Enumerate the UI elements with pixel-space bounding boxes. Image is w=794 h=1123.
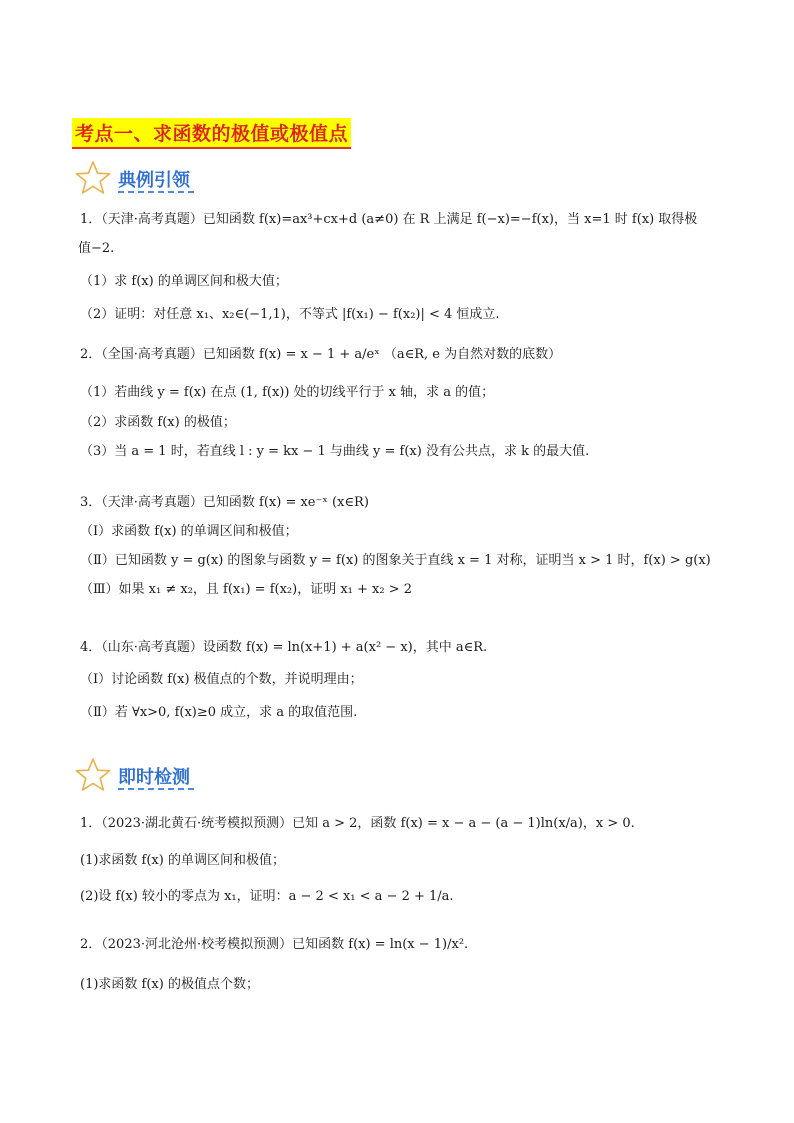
example-3-line-3: （Ⅱ）已知函数 y = g(x) 的图象与函数 y = f(x) 的图象关于直线 x = 1 对称，证明当 x > 1 时，f(x) > g(x) — [80, 553, 711, 568]
example-2-line-4: （3）当 a = 1 时，若直线 l : y = kx − 1 与曲线 y = f(x) 没有公共点，求 k 的最大值. — [80, 444, 590, 459]
example-3-line-1: 3．（天津·高考真题）已知函数 f(x) = xe⁻ˣ (x∈R) — [80, 495, 369, 510]
quiz-2-line-1: 2．（2023·河北沧州·校考模拟预测）已知函数 f(x) = ln(x − 1)/x². — [80, 937, 469, 952]
section-title: 考点一、求函数的极值或极值点 — [72, 118, 351, 149]
example-1-line-1: 1．（天津·高考真题）已知函数 f(x)=ax³+cx+d (a≠0) 在 R 上满足 f(−x)=−f(x)，当 x=1 时 f(x) 取得极 — [80, 212, 698, 227]
example-4-line-1: 4．（山东·高考真题）设函数 f(x) = ln(x+1) + a(x² − x)，其中 a∈R. — [80, 640, 488, 655]
example-4-line-2: （Ⅰ）讨论函数 f(x) 极值点的个数，并说明理由； — [80, 672, 363, 687]
example-4-line-3: （Ⅱ）若 ∀x>0, f(x)≥0 成立，求 a 的取值范围. — [80, 705, 358, 720]
quiz-heading: 即时检测 — [118, 767, 190, 788]
examples-heading: 典例引领 — [118, 170, 190, 191]
star-outline-icon — [74, 160, 112, 196]
example-1-line-2: 值−2. — [78, 241, 115, 256]
heading-underline — [118, 788, 194, 790]
example-2-line-3: （2）求函数 f(x) 的极值； — [80, 415, 236, 430]
example-2-line-1: 2．（全国·高考真题）已知函数 f(x) = x − 1 + a/eˣ （a∈R, e 为自然对数的底数） — [80, 347, 562, 362]
example-2-line-2: （1）若曲线 y = f(x) 在点 (1, f(x)) 处的切线平行于 x 轴，求 a 的值； — [80, 385, 495, 400]
example-1-line-3: （1）求 f(x) 的单调区间和极大值； — [80, 274, 288, 289]
quiz-1-line-3: (2)设 f(x) 较小的零点为 x₁，证明：a − 2 < x₁ < a − 2 + 1/a. — [80, 889, 454, 904]
example-3-line-4: （Ⅲ）如果 x₁ ≠ x₂，且 f(x₁) = f(x₂)，证明 x₁ + x₂ > 2 — [80, 582, 413, 597]
example-1-line-4: （2）证明：对任意 x₁、x₂∈(−1,1)，不等式 |f(x₁) − f(x₂)| < 4 恒成立. — [80, 307, 500, 322]
example-3-line-2: （Ⅰ）求函数 f(x) 的单调区间和极值； — [80, 524, 298, 539]
star-outline-icon — [74, 757, 112, 793]
heading-underline — [118, 191, 194, 193]
quiz-2-line-2: (1)求函数 f(x) 的极值点个数； — [80, 977, 259, 992]
quiz-1-line-1: 1．（2023·湖北黄石·统考模拟预测）已知 a > 2，函数 f(x) = x − a − (a − 1)ln(x/a)，x > 0. — [80, 816, 635, 831]
quiz-1-line-2: (1)求函数 f(x) 的单调区间和极值； — [80, 853, 285, 868]
